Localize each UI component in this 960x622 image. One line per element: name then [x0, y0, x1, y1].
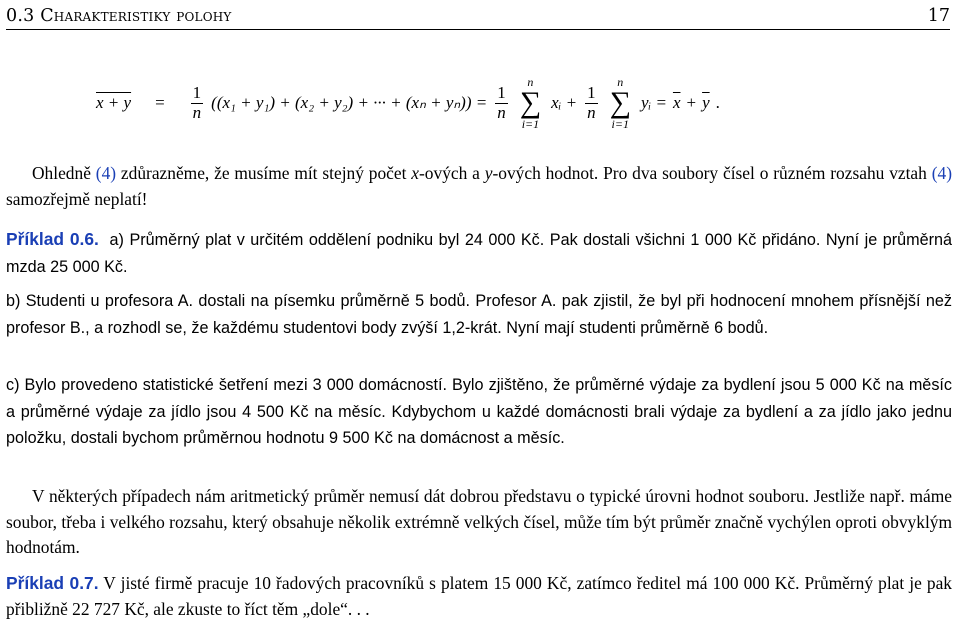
example-6-label: Příklad 0.6.: [6, 229, 99, 249]
example-6-c-text: c) Bylo provedeno statistické šetření mezi 3 000 domácností. Bylo zjištěno, že průměrné výdaje za bydlení jsou 5 000 Kč na měsíc a průměrné výdaje za jídlo jsou 4 500 Kč na měsíc. Kdybychom u každé domácnosti brali výdaje za bydlení a za jídlo jako jednu položku, dostali bychom průměrnou hodnotu 9 500 Kč na domácnost a měsíc.: [6, 376, 952, 447]
eq-plus: +: [686, 93, 697, 112]
example-7: [6, 571, 952, 622]
paragraph-2: V některých případech nám aritmetický průměr nemusí dát dobrou představu o typické úrovni hodnot souboru. Jestliže např. máme soubor, třeba i velkého rozsahu, který obsahuje několik extrémně velkých čísel, může tím být průměr značně vychýlen oproti obvyklým hodnotám.: [6, 486, 952, 557]
eq-frac-num-2: 1: [497, 82, 506, 102]
example-7-text: V jisté firmě pracuje 10 řadových pracovníků s platem 15 000 Kč, zatímco ředitel má 100 000 Kč. Průměrný plat je pak přibližně 22 727 Kč, ale zkuste to říct těm „dole“. . .: [6, 573, 952, 619]
p1-var-y: y: [484, 163, 493, 183]
eq-frac-num: 1: [192, 82, 202, 102]
section-title: 0.3 Charakteristiky polohy: [6, 6, 232, 26]
equation-ref-link-2[interactable]: (4): [931, 163, 952, 183]
eq-fraction-1: [191, 84, 204, 122]
example-6-a-text: a) Průměrný plat v určitém oddělení podniku byl 24 000 Kč. Pak dostali všichni 1 000 Kč přidáno. Nyní je průměrná mzda 25 000 Kč.: [6, 231, 952, 276]
example-6-c: [6, 372, 952, 452]
example-7-label: Příklad 0.7.: [6, 573, 99, 593]
eq-rhs-y: $\overline{y}$: [702, 93, 710, 112]
p1-var-x: x: [411, 163, 420, 183]
p1-text-1: Ohledně: [32, 163, 96, 183]
running-header: [6, 0, 950, 30]
eq-lhs: x + y: [96, 93, 132, 112]
p1-text-5: samozřejmě neplatí!: [6, 188, 148, 209]
eq-term-1: xᵢ +: [551, 93, 578, 112]
sum-symbol-1: n ∑ i=1: [519, 75, 542, 131]
eq-frac-den: n: [192, 102, 202, 122]
example-6-b: [6, 288, 952, 341]
example-6-a: [6, 227, 952, 280]
page-number: 17: [927, 6, 950, 26]
p1-text-2: zdůrazněme, že musíme mít stejný počet: [116, 163, 412, 183]
sum-top: n: [527, 75, 534, 89]
eq-term-2: yᵢ =: [640, 93, 667, 112]
example-6-b-text: b) Studenti u profesora A. dostali na písemku průměrně 5 bodů. Profesor A. pak zjistil, že byl při hodnocení mnohem přísnější než profesor B., a rozhodl se, že každému studentovi body zvýší 1,2-krát. Nyní mají studenti průměrně 6 bodů.: [6, 292, 952, 337]
eq-end: .: [715, 93, 720, 112]
eq-frac-den-3: n: [587, 102, 596, 122]
equation-ref-link[interactable]: (4): [95, 163, 117, 183]
sum-bottom-2: i=1: [611, 117, 629, 131]
sum-top-2: n: [617, 75, 624, 89]
sum-symbol-2: n ∑ i=1: [609, 75, 631, 131]
eq-frac-den-2: n: [497, 102, 506, 122]
p1-text-4: -ových hodnot. Pro dva soubory čísel o různém rozsahu vztah: [492, 163, 932, 183]
sum-bottom: i=1: [521, 117, 540, 131]
equation: [96, 58, 856, 148]
eq-equals: =: [155, 93, 165, 112]
eq-frac-num-3: 1: [587, 82, 596, 102]
eq-fraction-2: [495, 84, 508, 122]
eq-rhs-x: $\overline{x}$: [672, 93, 681, 112]
paragraph-1: [6, 161, 952, 212]
p1-text-3: -ových a: [419, 163, 485, 183]
eq-fraction-3: [585, 84, 598, 122]
eq-body: ((x₁ + y₁) + (x₂ + y₂) + ··· + (xₙ + yₙ)) =: [211, 93, 488, 112]
